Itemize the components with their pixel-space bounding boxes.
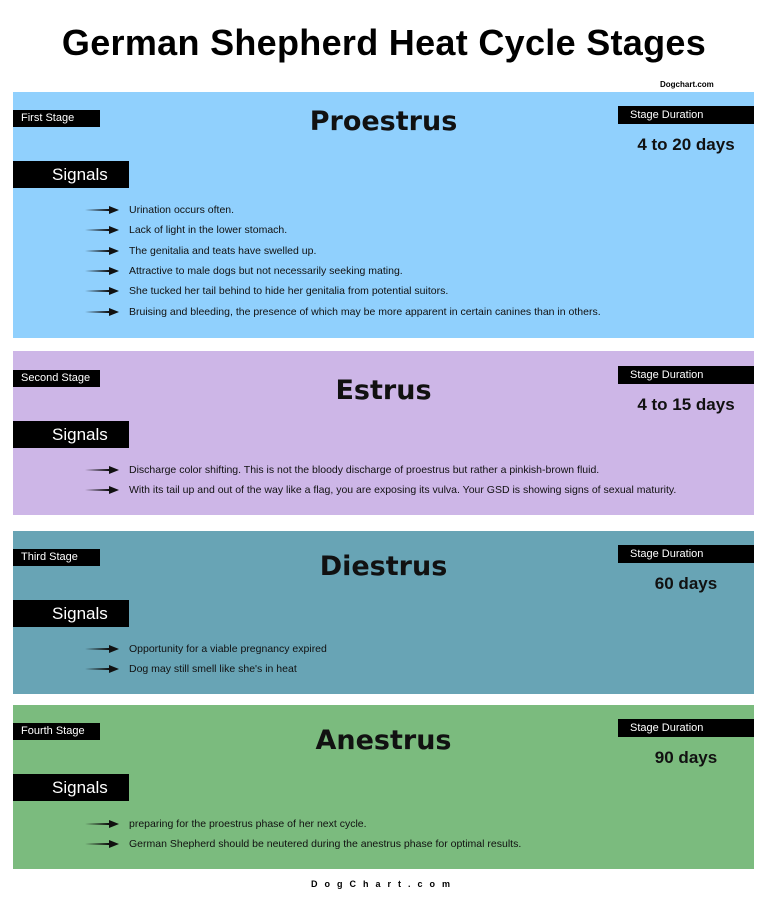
duration-value: 4 to 20 days [637, 135, 735, 154]
arrow-right-icon [85, 205, 119, 215]
signal-item: Dog may still smell like she's in heat [85, 659, 327, 679]
signals-label: Signals [13, 600, 129, 627]
signals-label: Signals [13, 161, 129, 188]
signal-item: preparing for the proestrus phase of her next cycle. [85, 814, 521, 834]
arrow-right-icon [85, 266, 119, 276]
signals-label: Signals [13, 774, 129, 801]
arrow-right-icon [85, 246, 119, 256]
signal-item: Opportunity for a viable pregnancy expired [85, 639, 327, 659]
stage-panel-estrus [13, 351, 754, 515]
signal-list [85, 460, 676, 501]
stage-tag: Third Stage [13, 549, 100, 566]
signal-list [85, 639, 327, 680]
stage-name: Anestrus [315, 725, 452, 756]
duration-label: Stage Duration [618, 719, 754, 737]
signal-item: Bruising and bleeding, the presence of which may be more apparent in certain canines than in others. [85, 301, 601, 321]
duration-value: 4 to 15 days [637, 395, 735, 414]
arrow-right-icon [85, 225, 119, 235]
signal-list [85, 814, 521, 855]
arrow-right-icon [85, 644, 119, 654]
signal-item: With its tail up and out of the way like a flag, you are exposing its vulva. Your GSD is showing signs of sexual maturity. [85, 480, 676, 500]
stage-name: Estrus [335, 375, 432, 406]
stage-panel-diestrus [13, 531, 754, 694]
arrow-right-icon [85, 307, 119, 317]
page-title: German Shepherd Heat Cycle Stages [61, 22, 707, 63]
signal-item: Attractive to male dogs but not necessarily seeking mating. [85, 261, 601, 281]
arrow-right-icon [85, 286, 119, 296]
stage-name: Diestrus [319, 551, 448, 582]
signals-label: Signals [13, 421, 129, 448]
signal-item: German Shepherd should be neutered during the anestrus phase for optimal results. [85, 834, 521, 854]
duration-label: Stage Duration [618, 106, 754, 124]
footer-brand: DogChart.com [310, 879, 457, 889]
stage-tag: First Stage [13, 110, 100, 127]
signal-item: Lack of light in the lower stomach. [85, 220, 601, 240]
arrow-right-icon [85, 465, 119, 475]
duration-value: 90 days [654, 748, 718, 767]
signal-item: Discharge color shifting. This is not the bloody discharge of proestrus but rather a pinkish-brown fluid. [85, 460, 676, 480]
brand-watermark: Dogchart.com [660, 80, 714, 89]
stage-tag: Fourth Stage [13, 723, 100, 740]
arrow-right-icon [85, 485, 119, 495]
stage-tag: Second Stage [13, 370, 100, 387]
stage-panel-anestrus [13, 705, 754, 869]
signal-item: The genitalia and teats have swelled up. [85, 241, 601, 261]
arrow-right-icon [85, 839, 119, 849]
signal-item: She tucked her tail behind to hide her genitalia from potential suitors. [85, 281, 601, 301]
duration-label: Stage Duration [618, 366, 754, 384]
arrow-right-icon [85, 664, 119, 674]
stage-panel-proestrus [13, 92, 754, 338]
duration-value: 60 days [654, 574, 718, 593]
arrow-right-icon [85, 819, 119, 829]
signal-item: Urination occurs often. [85, 200, 601, 220]
signal-list [85, 200, 601, 322]
stage-name: Proestrus [309, 106, 458, 137]
duration-label: Stage Duration [618, 545, 754, 563]
